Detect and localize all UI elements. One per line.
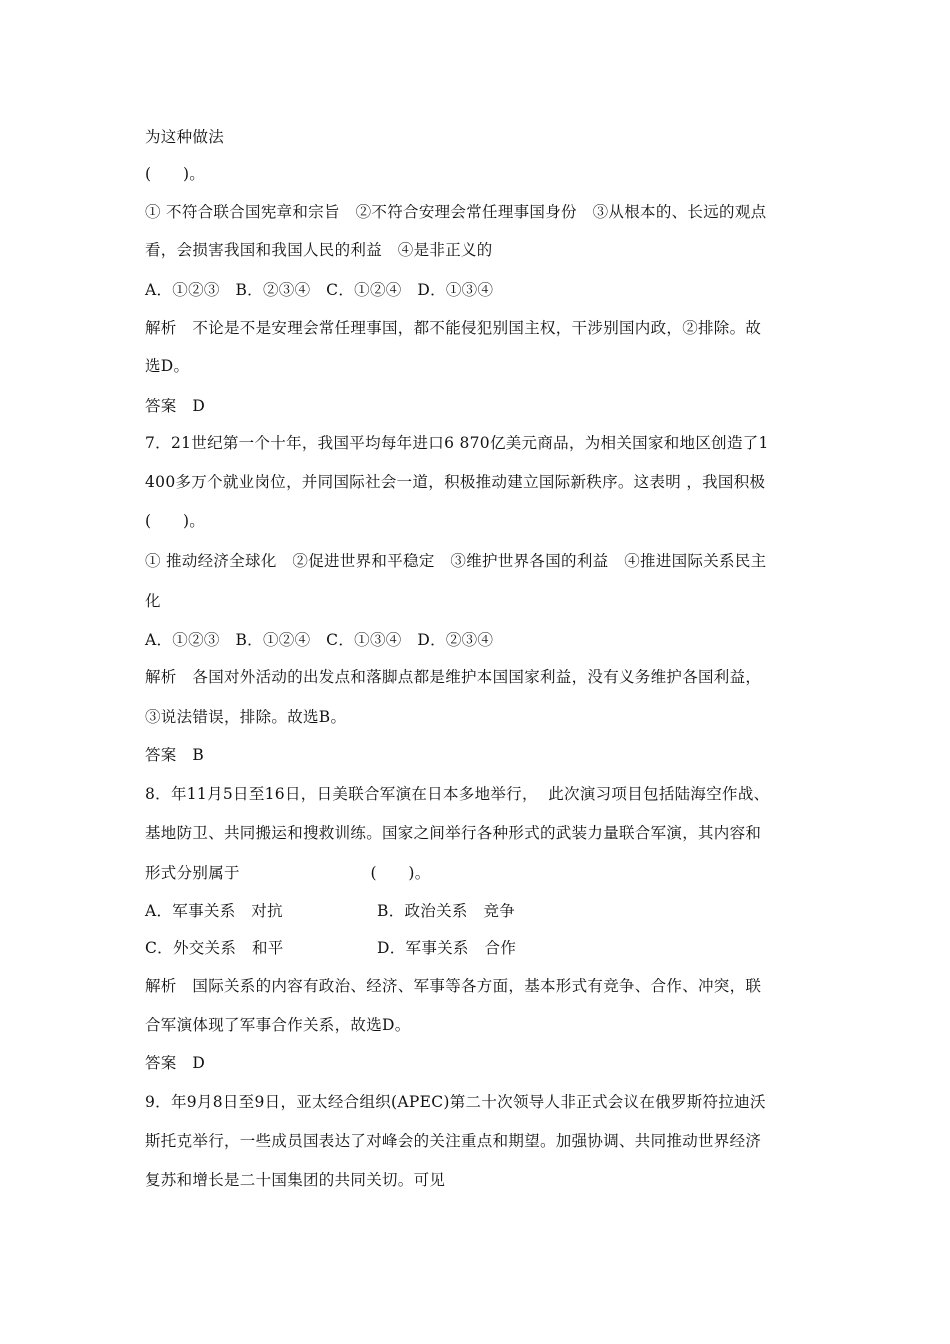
q6-options-line-2: 看，会损害我国和我国人民的利益 ④是非正义的 bbox=[145, 241, 493, 259]
q9-stem-line-2: 斯托克举行，一些成员国表达了对峰会的关注重点和期望。加强协调、共同推动世界经济 bbox=[145, 1132, 762, 1150]
q8-stem-line-3: 形式分别属于 ( )。 bbox=[145, 864, 431, 882]
q6-choices: A．①②③ B．②③④ C．①②④ D．①③④ bbox=[145, 281, 494, 299]
q7-answer-paren: ( )。 bbox=[145, 512, 206, 530]
q7-options-line-2: 化 bbox=[145, 592, 161, 610]
q8-analysis-line-1: 解析 国际关系的内容有政治、经济、军事等各方面，基本形式有竞争、合作、冲突，联 bbox=[145, 977, 762, 995]
q6-analysis-line-1: 解析 不论是不是安理会常任理事国，都不能侵犯别国主权，干涉别国内政，②排除。故 bbox=[145, 319, 762, 337]
q8-stem-line-1: 8．年11月5日至16日，日美联合军演在日本多地举行， 此次演习项目包括陆海空作战、 bbox=[145, 785, 770, 803]
q8-analysis-line-2: 合军演体现了军事合作关系，故选D。 bbox=[145, 1016, 411, 1034]
q9-stem-line-3: 复苏和增长是二十国集团的共同关切。可见 bbox=[145, 1171, 446, 1189]
q8-answer: 答案 D bbox=[145, 1054, 206, 1072]
q7-stem-line-2: 400多万个就业岗位，并同国际社会一道，积极推动建立国际新秩序。这表明 ，我国积极 bbox=[145, 473, 766, 491]
q7-stem-line-1: 7．21世纪第一个十年，我国平均每年进口6 870亿美元商品，为相关国家和地区创造了1 bbox=[145, 434, 769, 452]
q8-option-a: A．军事关系 对抗 bbox=[145, 902, 283, 920]
q7-options-line-1: ① 推动经济全球化 ②促进世界和平稳定 ③维护世界各国的利益 ④推进国际关系民主 bbox=[145, 552, 767, 570]
q8-option-d: D．军事关系 合作 bbox=[377, 939, 517, 957]
q6-stem-tail: 为这种做法 bbox=[145, 128, 225, 146]
q6-answer: 答案 D bbox=[145, 397, 206, 415]
q7-analysis-line-2: ③说法错误，排除。故选B。 bbox=[145, 708, 347, 726]
q7-analysis-line-1: 解析 各国对外活动的出发点和落脚点都是维护本国国家利益，没有义务维护各国利益， bbox=[145, 668, 762, 686]
q6-analysis-line-2: 选D。 bbox=[145, 357, 190, 375]
q7-answer: 答案 B bbox=[145, 746, 205, 764]
q9-stem-line-1: 9．年9月8日至9日，亚太经合组织(APEC)第二十次领导人非正式会议在俄罗斯符拉迪沃 bbox=[145, 1093, 766, 1111]
q6-options-line-1: ① 不符合联合国宪章和宗旨 ②不符合安理会常任理事国身份 ③从根本的、长远的观点 bbox=[145, 203, 767, 221]
q8-option-b: B．政治关系 竞争 bbox=[377, 902, 516, 920]
q6-answer-paren: ( )。 bbox=[145, 165, 206, 183]
q8-stem-line-2: 基地防卫、共同搬运和搜救训练。国家之间举行各种形式的武装力量联合军演，其内容和 bbox=[145, 824, 762, 842]
q7-choices: A．①②③ B．①②④ C．①③④ D．②③④ bbox=[145, 631, 494, 649]
q8-option-c: C．外交关系 和平 bbox=[145, 939, 284, 957]
